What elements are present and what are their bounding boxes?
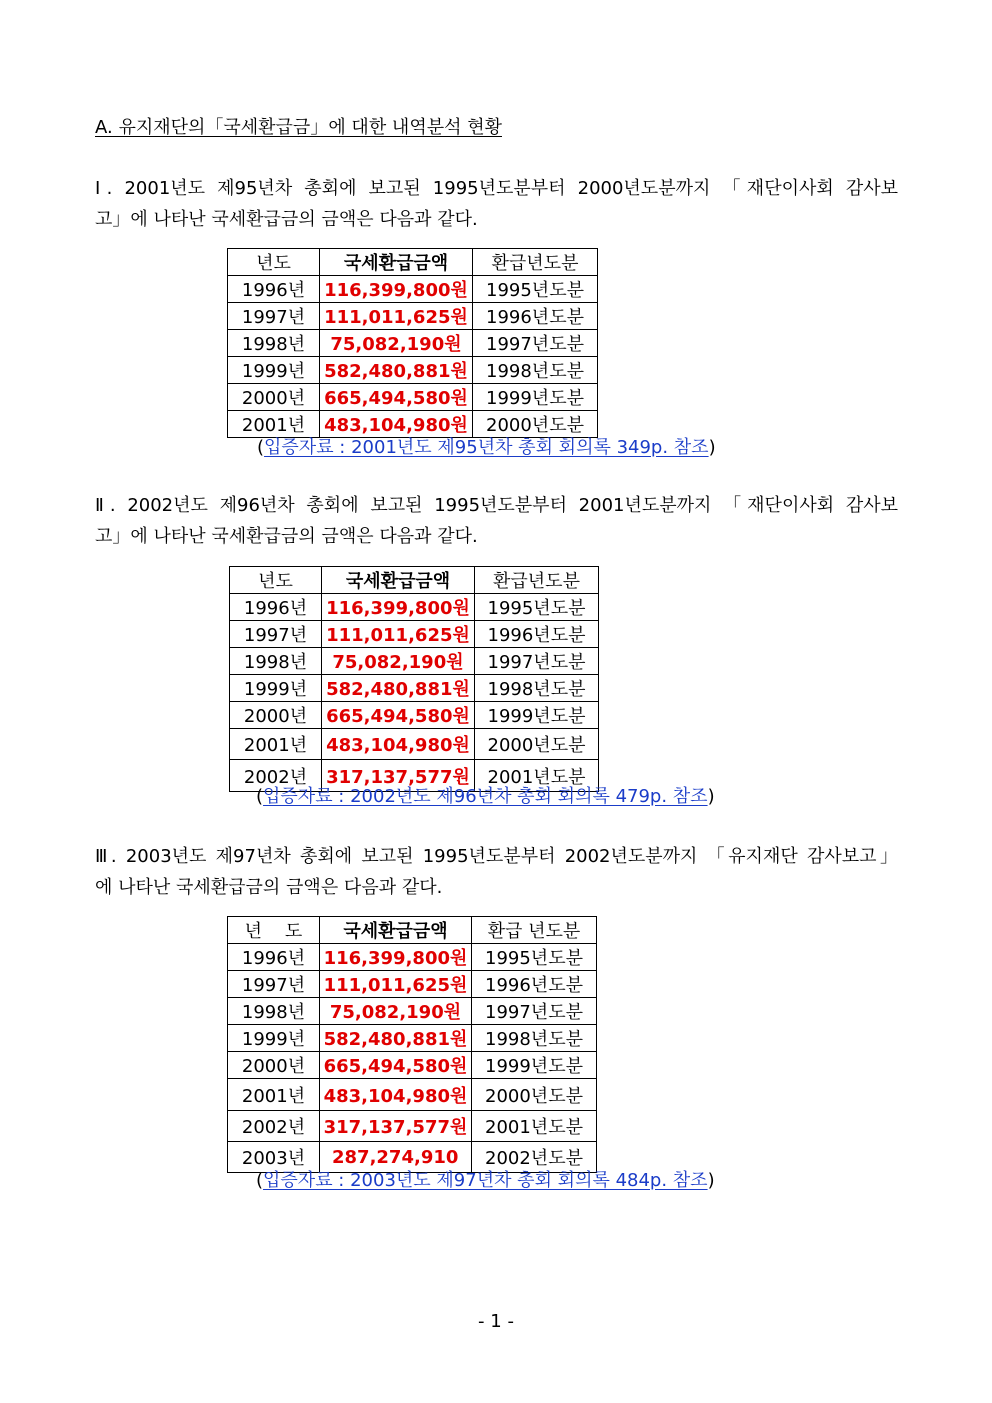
cell-refund-year: 1995년도분 xyxy=(475,594,599,621)
source-note-2: (입증자료 : 2002년도 제96년차 총회 회의록 479p. 참조) xyxy=(256,786,715,807)
table-row xyxy=(228,330,598,357)
section-1-line-1: Ⅰ. 2001년도 제95년차 총회에 보고된 1995년도분부터 2000년도분까지 「재단이사회 감사보 xyxy=(95,178,898,199)
cell-amount: 483,104,980원 xyxy=(320,1079,472,1111)
cell-refund-year: 2001년도분 xyxy=(472,1111,597,1142)
cell-amount: 483,104,980원 xyxy=(320,411,473,438)
cell-year: 1997년 xyxy=(230,621,322,648)
source-link-1[interactable]: 입증자료 : 2001년도 제95년차 총회 회의록 349p. 참조 xyxy=(264,437,709,458)
cell-refund-year: 1999년도분 xyxy=(473,384,598,411)
cell-refund-year: 1999년도분 xyxy=(475,702,599,729)
cell-amount: 111,011,625원 xyxy=(320,971,472,998)
cell-amount: 582,480,881원 xyxy=(320,357,473,384)
cell-amount: 287,274,910 xyxy=(320,1142,472,1173)
section-2-line-2: 고」에 나타난 국세환급금의 금액은 다음과 같다. xyxy=(95,526,478,547)
cell-year: 2002년 xyxy=(230,760,322,792)
table-row xyxy=(228,303,598,330)
section-3-paragraph xyxy=(95,841,898,903)
table-row xyxy=(228,357,598,384)
cell-refund-year: 1998년도분 xyxy=(472,1025,597,1052)
header-year: 년도 xyxy=(228,249,320,276)
cell-year: 2001년 xyxy=(228,1079,320,1111)
cell-year: 2000년 xyxy=(228,384,320,411)
cell-refund-year: 1996년도분 xyxy=(473,303,598,330)
cell-refund-year: 2000년도분 xyxy=(473,411,598,438)
header-amount: 국세환급금액 xyxy=(320,917,472,944)
section-3-line-2: 에 나타난 국세환급금의 금액은 다음과 같다. xyxy=(95,877,443,898)
cell-amount: 116,399,800원 xyxy=(322,594,475,621)
cell-refund-year: 1996년도분 xyxy=(475,621,599,648)
cell-refund-year: 2002년도분 xyxy=(472,1142,597,1173)
cell-refund-year: 1996년도분 xyxy=(472,971,597,998)
source-note-3: (입증자료 : 2003년도 제97년차 총회 회의록 484p. 참조) xyxy=(256,1170,715,1191)
header-refund-year: 환급 년도분 xyxy=(472,917,597,944)
table-row xyxy=(228,1079,597,1111)
cell-amount: 665,494,580원 xyxy=(322,702,475,729)
source-note-1: (입증자료 : 2001년도 제95년차 총회 회의록 349p. 참조) xyxy=(257,437,716,458)
cell-amount: 483,104,980원 xyxy=(322,729,475,760)
cell-refund-year: 1995년도분 xyxy=(473,276,598,303)
section-2-paragraph xyxy=(95,490,898,552)
cell-refund-year: 2000년도분 xyxy=(472,1079,597,1111)
source-link-2[interactable]: 입증자료 : 2002년도 제96년차 총회 회의록 479p. 참조 xyxy=(263,786,708,807)
table-row xyxy=(228,1025,597,1052)
cell-year: 1998년 xyxy=(228,330,320,357)
table-row xyxy=(230,702,599,729)
table-row xyxy=(228,384,598,411)
cell-amount: 116,399,800원 xyxy=(320,944,472,971)
cell-refund-year: 1998년도분 xyxy=(475,675,599,702)
cell-amount: 116,399,800원 xyxy=(320,276,473,303)
table-header-row xyxy=(230,567,599,594)
cell-year: 2001년 xyxy=(230,729,322,760)
table-row xyxy=(230,621,599,648)
cell-year: 2000년 xyxy=(230,702,322,729)
header-amount: 국세환급금액 xyxy=(322,567,475,594)
cell-year: 1999년 xyxy=(230,675,322,702)
table-row xyxy=(230,675,599,702)
cell-amount: 582,480,881원 xyxy=(320,1025,472,1052)
source-link-3[interactable]: 입증자료 : 2003년도 제97년차 총회 회의록 484p. 참조 xyxy=(263,1170,708,1191)
section-2-line-1: Ⅱ. 2002년도 제96년차 총회에 보고된 1995년도분부터 2001년도분까지 「재단이사회 감사보 xyxy=(95,495,898,516)
cell-year: 2003년 xyxy=(228,1142,320,1173)
cell-amount: 111,011,625원 xyxy=(320,303,473,330)
table-row xyxy=(228,276,598,303)
cell-year: 1998년 xyxy=(228,998,320,1025)
header-year: 년 도 xyxy=(228,917,320,944)
cell-amount: 317,137,577원 xyxy=(322,760,475,792)
table-row xyxy=(230,648,599,675)
cell-amount: 75,082,190원 xyxy=(320,998,472,1025)
cell-year: 1998년 xyxy=(230,648,322,675)
refund-table-2 xyxy=(229,566,599,792)
table-row xyxy=(228,411,598,438)
table-row xyxy=(230,594,599,621)
header-refund-year: 환급년도분 xyxy=(475,567,599,594)
refund-table-3 xyxy=(227,916,597,1173)
cell-amount: 665,494,580원 xyxy=(320,384,473,411)
cell-refund-year: 2001년도분 xyxy=(475,760,599,792)
cell-amount: 75,082,190원 xyxy=(320,330,473,357)
cell-amount: 317,137,577원 xyxy=(320,1111,472,1142)
table-row xyxy=(228,998,597,1025)
cell-refund-year: 1997년도분 xyxy=(472,998,597,1025)
cell-year: 1997년 xyxy=(228,303,320,330)
cell-amount: 665,494,580원 xyxy=(320,1052,472,1079)
table-row xyxy=(228,944,597,971)
section-3-line-1: Ⅲ. 2003년도 제97년차 총회에 보고된 1995년도분부터 2002년도분까지 「유지재단 감사보고」 xyxy=(95,846,898,867)
section-heading: A. 유지재단의「국세환급금」에 대한 내역분석 현황 xyxy=(95,117,502,138)
cell-year: 1996년 xyxy=(228,276,320,303)
cell-year: 1996년 xyxy=(228,944,320,971)
section-1-line-2: 고」에 나타난 국세환급금의 금액은 다음과 같다. xyxy=(95,209,478,230)
cell-amount: 582,480,881원 xyxy=(322,675,475,702)
table-row xyxy=(228,1052,597,1079)
table-row xyxy=(228,1142,597,1173)
table-header-row xyxy=(228,917,597,944)
cell-year: 2000년 xyxy=(228,1052,320,1079)
cell-year: 2001년 xyxy=(228,411,320,438)
cell-refund-year: 1997년도분 xyxy=(473,330,598,357)
cell-refund-year: 2000년도분 xyxy=(475,729,599,760)
table-row xyxy=(228,971,597,998)
header-refund-year: 환급년도분 xyxy=(473,249,598,276)
table-row xyxy=(228,1111,597,1142)
cell-year: 1997년 xyxy=(228,971,320,998)
refund-table-1 xyxy=(227,248,598,438)
cell-year: 1996년 xyxy=(230,594,322,621)
cell-refund-year: 1999년도분 xyxy=(472,1052,597,1079)
cell-refund-year: 1998년도분 xyxy=(473,357,598,384)
cell-amount: 111,011,625원 xyxy=(322,621,475,648)
section-1-paragraph xyxy=(95,173,898,235)
header-amount: 국세환급금액 xyxy=(320,249,473,276)
cell-refund-year: 1995년도분 xyxy=(472,944,597,971)
cell-refund-year: 1997년도분 xyxy=(475,648,599,675)
cell-year: 1999년 xyxy=(228,357,320,384)
cell-amount: 75,082,190원 xyxy=(322,648,475,675)
header-year: 년도 xyxy=(230,567,322,594)
cell-year: 2002년 xyxy=(228,1111,320,1142)
cell-year: 1999년 xyxy=(228,1025,320,1052)
table-header-row xyxy=(228,249,598,276)
page-number: - 1 - xyxy=(478,1311,514,1332)
table-row xyxy=(230,729,599,760)
